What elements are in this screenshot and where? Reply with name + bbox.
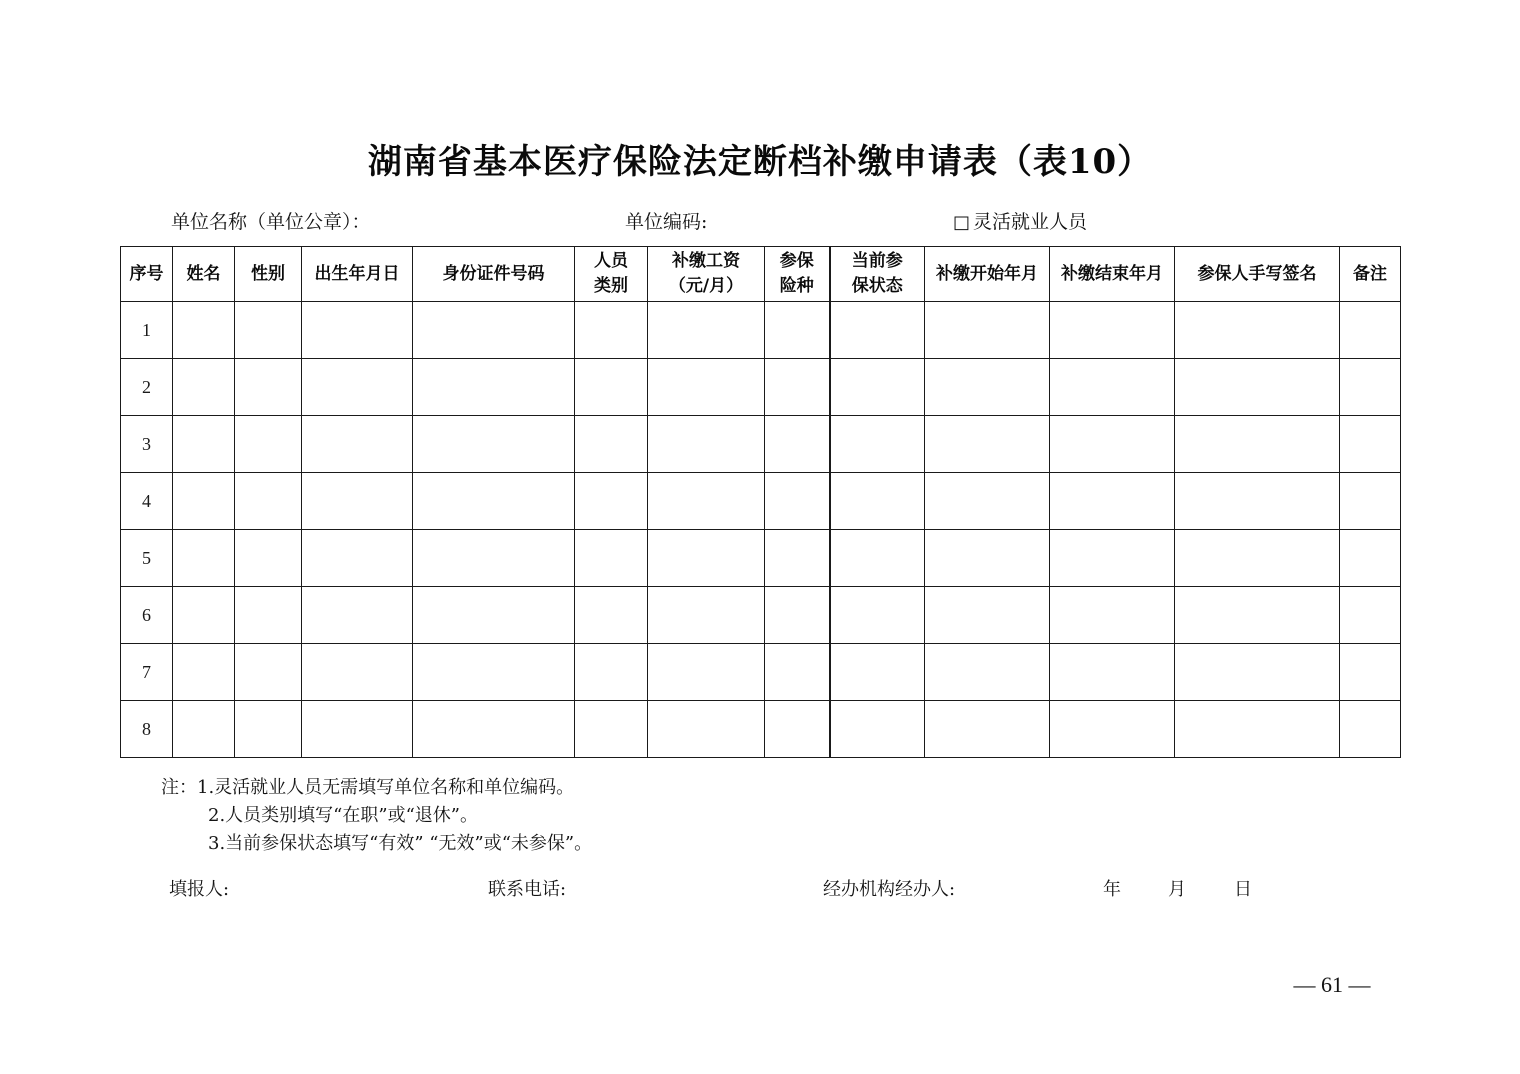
empty-cell-pay-salary [648, 701, 765, 758]
empty-cell-person-type [575, 530, 648, 587]
table-row [121, 416, 1401, 473]
empty-cell-pay-salary [648, 644, 765, 701]
empty-cell-id-number [413, 359, 575, 416]
empty-cell-birth-date [302, 701, 413, 758]
empty-cell-person-type [575, 416, 648, 473]
empty-cell-birth-date [302, 359, 413, 416]
empty-cell-end-month [1050, 473, 1175, 530]
empty-cell-person-type [575, 701, 648, 758]
column-header-birth-date: 出生年月日 [302, 247, 413, 302]
empty-cell-signature [1175, 701, 1340, 758]
empty-cell-pay-salary [648, 416, 765, 473]
note-line [161, 774, 592, 802]
column-header-remarks: 备注 [1340, 247, 1401, 302]
empty-cell-current-status [830, 302, 925, 359]
empty-cell-remarks [1340, 302, 1401, 359]
row-number-cell: 6 [121, 587, 173, 644]
empty-cell-name [173, 302, 235, 359]
empty-cell-start-month [925, 587, 1050, 644]
empty-cell-name [173, 701, 235, 758]
row-number-cell: 8 [121, 701, 173, 758]
empty-cell-current-status [830, 530, 925, 587]
empty-cell-id-number [413, 416, 575, 473]
unit-name-label: 单位名称（单位公章）： [171, 211, 371, 233]
empty-cell-birth-date [302, 302, 413, 359]
empty-cell-start-month [925, 530, 1050, 587]
empty-cell-id-number [413, 587, 575, 644]
empty-cell-name [173, 359, 235, 416]
empty-cell-pay-salary [648, 587, 765, 644]
empty-cell-end-month [1050, 530, 1175, 587]
application-table [120, 246, 1401, 758]
empty-cell-end-month [1050, 701, 1175, 758]
column-header-name: 姓名 [173, 247, 235, 302]
empty-cell-name [173, 587, 235, 644]
note-line: 3.当前参保状态填写“有效” “无效”或“未参保”。 [208, 833, 593, 854]
empty-cell-gender [235, 473, 302, 530]
column-header-person-type: 人员 类别 [575, 247, 648, 302]
empty-cell-pay-salary [648, 530, 765, 587]
table-row [121, 701, 1401, 758]
row-number-cell: 3 [121, 416, 173, 473]
empty-cell-name [173, 473, 235, 530]
column-header-signature: 参保人手写签名 [1175, 247, 1340, 302]
empty-cell-end-month [1050, 644, 1175, 701]
day-label: 日 [1234, 879, 1252, 900]
empty-cell-name [173, 416, 235, 473]
empty-cell-current-status [830, 701, 925, 758]
page-title: 湖南省基本医疗保险法定断档补缴申请表（表10） [367, 142, 1153, 182]
empty-cell-signature [1175, 587, 1340, 644]
empty-cell-remarks [1340, 701, 1401, 758]
empty-cell-birth-date [302, 530, 413, 587]
empty-cell-gender [235, 359, 302, 416]
year-label: 年 [1103, 879, 1121, 900]
table-header [121, 247, 1401, 302]
empty-cell-current-status [830, 587, 925, 644]
empty-cell-start-month [925, 359, 1050, 416]
empty-cell-end-month [1050, 302, 1175, 359]
empty-cell-start-month [925, 701, 1050, 758]
empty-cell-end-month [1050, 416, 1175, 473]
empty-cell-id-number [413, 644, 575, 701]
empty-cell-current-status [830, 416, 925, 473]
empty-cell-person-type [575, 473, 648, 530]
empty-cell-gender [235, 530, 302, 587]
page-number: — 61 — [1293, 972, 1371, 997]
unit-code-label: 单位编码: [625, 211, 708, 233]
column-header-start-month: 补缴开始年月 [925, 247, 1050, 302]
empty-cell-gender [235, 644, 302, 701]
empty-cell-person-type [575, 587, 648, 644]
empty-cell-birth-date [302, 416, 413, 473]
empty-cell-start-month [925, 302, 1050, 359]
preparer-label: 填报人: [169, 879, 230, 900]
notes-block [161, 774, 592, 858]
empty-cell-signature [1175, 302, 1340, 359]
empty-cell-gender [235, 416, 302, 473]
empty-cell-name [173, 644, 235, 701]
phone-label: 联系电话: [488, 879, 567, 900]
empty-cell-remarks [1340, 416, 1401, 473]
empty-cell-signature [1175, 473, 1340, 530]
empty-cell-start-month [925, 644, 1050, 701]
empty-cell-insurance-kind [765, 587, 830, 644]
footer-row [0, 875, 1520, 901]
empty-cell-pay-salary [648, 359, 765, 416]
empty-cell-signature [1175, 530, 1340, 587]
row-number-cell: 7 [121, 644, 173, 701]
table-row [121, 473, 1401, 530]
empty-cell-birth-date [302, 587, 413, 644]
column-header-pay-salary: 补缴工资 （元/月） [648, 247, 765, 302]
empty-cell-person-type [575, 359, 648, 416]
empty-cell-insurance-kind [765, 359, 830, 416]
row-number-cell: 4 [121, 473, 173, 530]
agency-operator-label: 经办机构经办人: [823, 879, 956, 900]
column-header-current-status: 当前参 保状态 [830, 247, 925, 302]
notes-prefix: 注： [161, 777, 197, 798]
empty-cell-current-status [830, 359, 925, 416]
empty-cell-birth-date [302, 473, 413, 530]
month-label: 月 [1168, 879, 1186, 900]
table-row [121, 302, 1401, 359]
empty-cell-gender [235, 701, 302, 758]
empty-cell-end-month [1050, 587, 1175, 644]
column-header-gender: 性别 [235, 247, 302, 302]
checkbox-icon: □ [953, 212, 971, 233]
note-text: 1.灵活就业人员无需填写单位名称和单位编码。 [197, 777, 575, 798]
empty-cell-signature [1175, 644, 1340, 701]
meta-row [0, 207, 1520, 237]
empty-cell-signature [1175, 359, 1340, 416]
empty-cell-person-type [575, 302, 648, 359]
row-number-cell: 5 [121, 530, 173, 587]
empty-cell-id-number [413, 302, 575, 359]
row-number-cell: 2 [121, 359, 173, 416]
empty-cell-insurance-kind [765, 416, 830, 473]
row-number-cell: 1 [121, 302, 173, 359]
empty-cell-gender [235, 587, 302, 644]
empty-cell-person-type [575, 644, 648, 701]
column-header-end-month: 补缴结束年月 [1050, 247, 1175, 302]
empty-cell-remarks [1340, 530, 1401, 587]
empty-cell-id-number [413, 701, 575, 758]
empty-cell-remarks [1340, 473, 1401, 530]
empty-cell-insurance-kind [765, 644, 830, 701]
empty-cell-gender [235, 302, 302, 359]
column-header-insurance-kind: 参保 险种 [765, 247, 830, 302]
empty-cell-insurance-kind [765, 530, 830, 587]
empty-cell-current-status [830, 473, 925, 530]
note-line: 2.人员类别填写“在职”或“退休”。 [208, 805, 478, 826]
empty-cell-insurance-kind [765, 302, 830, 359]
column-header-seq: 序号 [121, 247, 173, 302]
column-header-id-number: 身份证件号码 [413, 247, 575, 302]
empty-cell-id-number [413, 530, 575, 587]
table-row [121, 359, 1401, 416]
flexible-employment-field [953, 207, 1087, 234]
empty-cell-name [173, 530, 235, 587]
table-row [121, 530, 1401, 587]
empty-cell-pay-salary [648, 302, 765, 359]
empty-cell-remarks [1340, 644, 1401, 701]
empty-cell-start-month [925, 473, 1050, 530]
empty-cell-insurance-kind [765, 473, 830, 530]
flexible-employment-label: 灵活就业人员 [973, 211, 1088, 233]
empty-cell-remarks [1340, 587, 1401, 644]
empty-cell-start-month [925, 416, 1050, 473]
empty-cell-remarks [1340, 359, 1401, 416]
empty-cell-birth-date [302, 644, 413, 701]
empty-cell-signature [1175, 416, 1340, 473]
table-row [121, 587, 1401, 644]
empty-cell-current-status [830, 644, 925, 701]
empty-cell-pay-salary [648, 473, 765, 530]
empty-cell-id-number [413, 473, 575, 530]
empty-cell-end-month [1050, 359, 1175, 416]
empty-cell-insurance-kind [765, 701, 830, 758]
table-row [121, 644, 1401, 701]
